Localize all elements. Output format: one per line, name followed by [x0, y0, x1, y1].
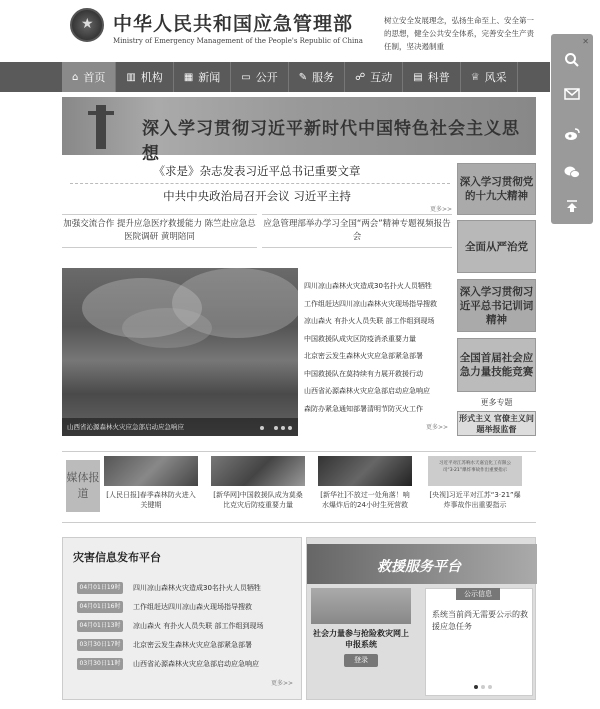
media-thumbnail: 习近平对江苏响水天嘉宜化工有限公司“3·21”爆炸事故作出重要指示: [428, 456, 522, 486]
media-title: [新华网]中国救援队成为莫桑比克灾后防疫重要力量: [213, 491, 303, 509]
disaster-text: 凉山森火 有扑火人员失联 部工作组到现场: [133, 622, 264, 630]
headline-main-1[interactable]: 《求是》杂志发表习近平总书记重要文章: [153, 164, 361, 178]
media-thumbnail: [104, 456, 198, 486]
weibo-icon[interactable]: [562, 124, 582, 144]
site-title[interactable]: 中华人民共和国应急管理部: [113, 13, 354, 35]
theme-banner[interactable]: [62, 97, 536, 164]
service-header: [307, 544, 537, 584]
nav-label: 新闻: [198, 71, 221, 84]
site-subtitle: Ministry of Emergency Management of the People's Republic of China: [113, 37, 363, 45]
media-thumbnail: [318, 456, 412, 486]
news-item[interactable]: 工作组赶达四川凉山森林火灾现场指导搜救: [304, 299, 437, 308]
disaster-text: 工作组赶达四川凉山森火现场指导搜救: [133, 603, 252, 611]
carousel-dot-active[interactable]: [267, 426, 271, 430]
disaster-date: 04月01日19时: [77, 582, 123, 594]
folder-icon: ▭: [241, 71, 251, 83]
disaster-row[interactable]: [77, 582, 297, 594]
news-item[interactable]: 山西省沁源森林火灾应急部启动应急响应: [304, 387, 430, 395]
service-caption[interactable]: 社会力量参与抢险救灾网上申报系统: [313, 629, 409, 649]
media-reports: [62, 451, 536, 523]
media-card[interactable]: [104, 456, 198, 510]
headline-main-2[interactable]: 中共中央政治局召开会议 习近平主持: [163, 189, 351, 203]
people-icon: ☍: [355, 71, 366, 83]
nav-interact[interactable]: [345, 62, 403, 92]
motto-text: 树立安全发展理念，弘扬生命至上、安全第一的思想，健全公共安全体系，完善安全生产责任制，坚决遏制重: [384, 16, 534, 51]
nav-organization[interactable]: [116, 62, 173, 92]
nav-label: 机构: [140, 71, 163, 84]
photo-caption: 山西省沁源森林火灾应急部启动应急响应: [62, 418, 298, 436]
huabiao-pillar-icon: [96, 105, 106, 149]
side-banner-training-speech[interactable]: 深入学习贯彻习近平总书记训词精神: [457, 279, 536, 332]
media-title: [央视]习近平对江苏“3·21”爆炸事故作出重要指示: [429, 491, 521, 509]
news-item[interactable]: 四川凉山森林火灾造成30名扑火人员牺牲: [304, 282, 432, 290]
more-link[interactable]: 更多>>: [430, 206, 453, 213]
divider: [70, 183, 450, 184]
rescuers-image: [311, 588, 411, 624]
nav-label: 首页: [83, 71, 106, 84]
media-card[interactable]: [428, 456, 522, 510]
nav-label: 互动: [370, 71, 393, 84]
disaster-row[interactable]: [77, 658, 297, 670]
nav-news[interactable]: [174, 62, 231, 92]
disaster-title[interactable]: 灾害信息发布平台: [73, 551, 161, 564]
news-photo-carousel[interactable]: [62, 268, 298, 436]
notice-dots: [474, 685, 492, 689]
back-to-top-icon[interactable]: [562, 196, 582, 216]
news-item[interactable]: 中国救援队在莫持续有力展开救援行动: [304, 369, 423, 378]
nav-public[interactable]: [231, 62, 288, 92]
disaster-date: 04月01日13时: [77, 620, 123, 632]
disaster-text: 四川凉山森林火灾造成30名扑火人员牺牲: [133, 584, 261, 592]
more-link[interactable]: 更多>>: [426, 424, 449, 431]
nav-science[interactable]: [403, 62, 460, 92]
site-header: [0, 0, 600, 62]
wechat-icon[interactable]: [562, 162, 582, 182]
notice-tag: 公示信息: [456, 588, 500, 600]
carousel-dot[interactable]: [274, 426, 278, 430]
building-icon: ▥: [126, 71, 136, 83]
nav-label: 科普: [427, 71, 450, 84]
banner-text: 深入学习贯彻习近平新时代中国特色社会主义思想: [142, 119, 520, 164]
login-button[interactable]: 登录: [344, 654, 378, 667]
media-thumbnail: [211, 456, 305, 486]
carousel-dot-active[interactable]: [474, 685, 478, 689]
disaster-date: 04月01日16时: [77, 601, 123, 613]
sub-headline-1[interactable]: 加强交流合作 提升应急医疗救援能力 陈竺赴应急总医院调研 黄明陪同: [62, 214, 257, 248]
service-title: 救援服务平台: [377, 559, 461, 575]
carousel-dot[interactable]: [288, 426, 292, 430]
mail-icon[interactable]: [562, 84, 582, 104]
media-title: [新华社]不放过一处角落！响水爆炸后的24小时生死营救: [320, 491, 410, 509]
side-banner-skills-contest[interactable]: 全国首届社会应急力量技能竞赛: [457, 338, 536, 392]
media-card[interactable]: [318, 456, 412, 510]
more-topics-link[interactable]: 更多专题: [457, 397, 536, 409]
main-nav: [0, 62, 550, 92]
notice-text: 系统当前尚无需要公示的救援应急任务: [432, 610, 528, 631]
media-tag: 媒体报道: [66, 460, 100, 512]
wrench-icon: ✎: [298, 71, 308, 83]
more-link[interactable]: 更多>>: [271, 680, 294, 687]
service-entry: [311, 588, 411, 698]
disaster-text: 山西省沁源森林火灾应急部启动应急响应: [133, 660, 259, 668]
news-item[interactable]: 中国救援队成灾区防疫消杀重要力量: [304, 334, 416, 343]
nav-label: 服务: [312, 71, 335, 84]
news-icon: ▦: [183, 71, 194, 83]
disaster-date: 03月30日17时: [77, 639, 123, 651]
rescue-service-platform: [306, 537, 536, 700]
media-card[interactable]: [211, 456, 305, 510]
carousel-dot[interactable]: [260, 426, 264, 430]
news-item[interactable]: 北京密云发生森林火灾应急部紧急部署: [304, 352, 423, 360]
disaster-row[interactable]: [77, 601, 297, 613]
close-icon[interactable]: ✕: [582, 37, 589, 46]
national-emblem-icon[interactable]: ★: [70, 8, 104, 42]
nav-service[interactable]: [289, 62, 345, 92]
news-item[interactable]: 森防办紧急通知部署清明节防灭火工作: [304, 404, 423, 413]
disaster-row[interactable]: [77, 620, 297, 632]
sub-headline-2[interactable]: 应急管理部举办学习全国“两会”精神专题视频报告会: [262, 214, 452, 248]
nav-home[interactable]: [62, 62, 116, 92]
disaster-row[interactable]: [77, 639, 297, 651]
disaster-date: 03月30日11时: [77, 658, 123, 670]
badge-icon: ♕: [470, 71, 480, 83]
carousel-dot[interactable]: [488, 685, 492, 689]
nav-style[interactable]: [461, 62, 518, 92]
disaster-text: 北京密云发生森林火灾应急部紧急部署: [133, 641, 252, 649]
share-panel: [551, 34, 593, 224]
media-title: [人民日报]春季森林防火进入关键期: [106, 491, 196, 509]
side-banner-party-discipline[interactable]: 全面从严治党: [457, 220, 536, 273]
carousel-dot[interactable]: [481, 685, 485, 689]
home-icon: ⌂: [72, 71, 79, 83]
search-icon[interactable]: [562, 50, 582, 70]
carousel-dots: [260, 426, 292, 430]
notice-box: [425, 588, 533, 696]
side-banner-report[interactable]: 形式主义 官僚主义问题举报监督: [457, 411, 536, 436]
news-item[interactable]: 凉山森火 有扑火人员失联 部工作组到现场: [304, 317, 435, 325]
news-list: [304, 278, 454, 418]
nav-label: 公开: [255, 71, 278, 84]
nav-label: 风采: [484, 71, 507, 84]
disaster-info-platform: [62, 537, 302, 700]
book-icon: ▤: [413, 71, 423, 83]
side-banner-19th-congress[interactable]: 深入学习贯彻党的十九大精神: [457, 163, 536, 215]
carousel-dot[interactable]: [281, 426, 285, 430]
